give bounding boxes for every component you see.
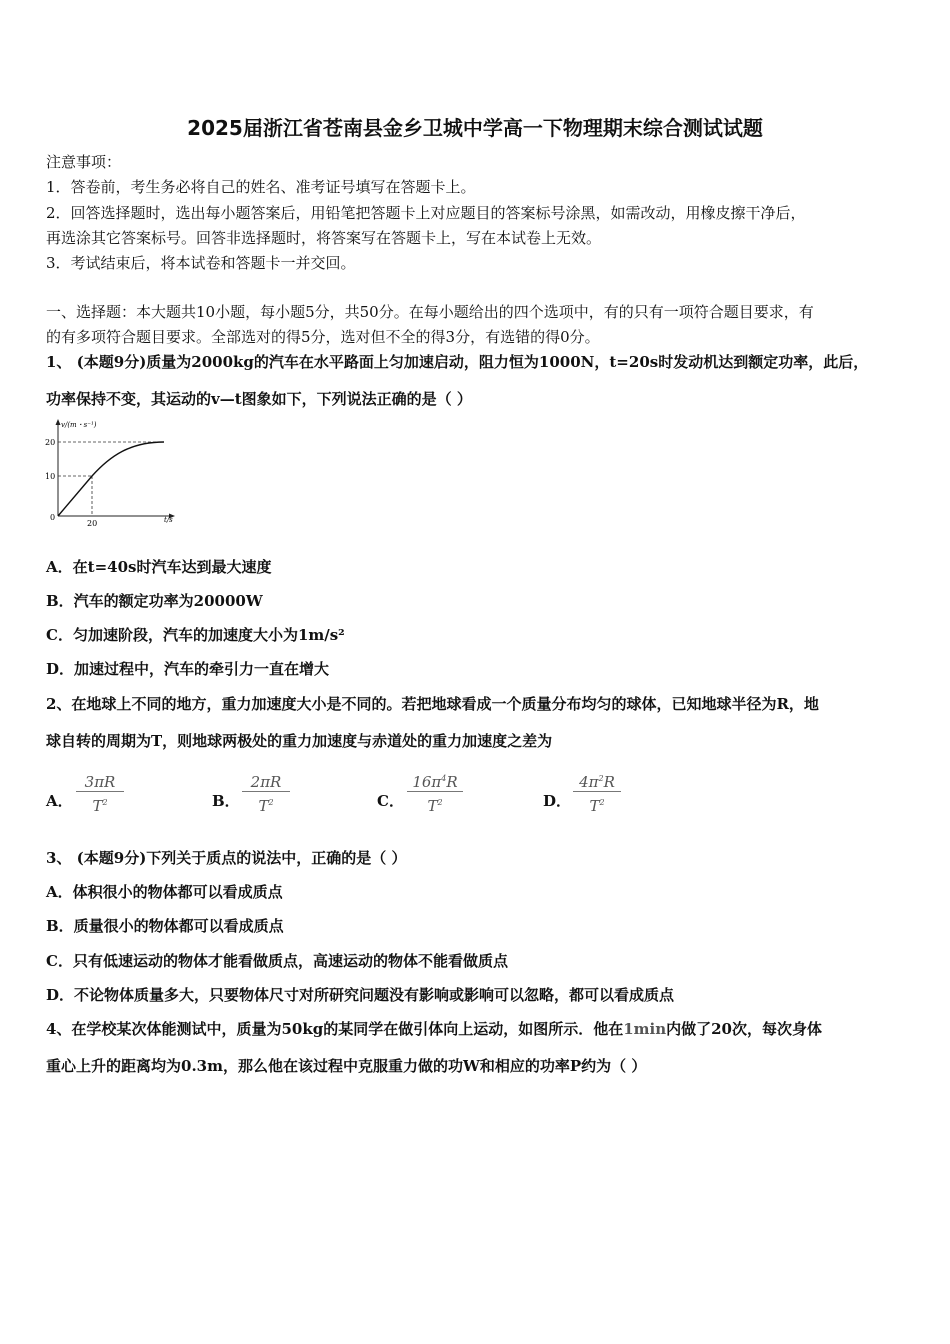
q2-option-c-label: C． <box>377 792 404 810</box>
q3-option-c: C．只有低速运动的物体才能看做质点，高速运动的物体不能看做质点 <box>46 952 508 970</box>
q1-option-c: C．匀加速阶段，汽车的加速度大小为1m/s² <box>46 626 345 644</box>
q3-option-d: D．不论物体质量多大，只要物体尺寸对所研究问题没有影响或影响可以忽略，都可以看成质点 <box>46 986 675 1004</box>
graph-ylabel: v/(m・s⁻¹) <box>61 421 97 429</box>
q2-b-coef: 2 <box>250 773 261 791</box>
q1-option-b: B．汽车的额定功率为20000W <box>46 592 263 610</box>
q2-a-coef: 3 <box>84 773 95 791</box>
q1-option-a: A．在t=40s时汽车达到最大速度 <box>46 558 272 576</box>
q2-c-coef: 16 <box>412 773 432 791</box>
q4-stem-post: 内做了20次，每次身体 <box>666 1020 822 1038</box>
notes-item-3: 3．考试结束后，将本试卷和答题卡一并交回。 <box>46 254 356 272</box>
q1-stem-line-1: 1、 (本题9分)质量为2000kg的汽车在水平路面上匀加速启动，阻力恒为1000N，t=20s时发动机达到额定功率，此后， <box>46 353 869 371</box>
q2-d-denpow: 2 <box>599 798 605 807</box>
q4-stem-line-2: 重心上升的距离均为0.3m，那么他在该过程中克服重力做的功W和相应的功率P约为（ ） <box>46 1057 647 1075</box>
q4-stem-pre: 4、在学校某次体能测试中，质量为50kg的某同学在做引体向上运动，如图所示．他在 <box>46 1020 624 1038</box>
section-intro-line-2: 的有多项符合题目要求。全部选对的得5分，选对但不全的得3分，有选错的得0分。 <box>46 328 600 346</box>
q2-option-a-label: A． <box>46 792 73 810</box>
q2-option-c-formula: $16\pi^4R$ $T^2$ <box>407 768 463 813</box>
y-axis-arrow <box>56 419 61 425</box>
q2-option-d-formula: $4\pi^2R$ $T^2$ <box>573 768 621 813</box>
q2-b-denpow: 2 <box>268 798 274 807</box>
q1-vt-graph <box>40 416 180 528</box>
q2-c-numpow: 4 <box>441 774 447 783</box>
notes-item-2b: 再选涂其它答案标号。回答非选择题时，将答案写在答题卡上，写在本试卷上无效。 <box>46 229 602 247</box>
page-title: 2025届浙江省苍南县金乡卫城中学高一下物理期末综合测试试题 <box>187 116 763 140</box>
graph-origin: 0 <box>50 513 56 522</box>
q2-c-denpow: 2 <box>437 798 443 807</box>
q3-option-a: A．体积很小的物体都可以看成质点 <box>46 883 283 901</box>
velocity-curve <box>58 442 164 516</box>
section-intro-line-1: 一、选择题：本大题共10小题，每小题5分，共50分。在每小题给出的四个选项中，有的只有一项符合题目要求，有 <box>46 303 814 321</box>
q1-option-d: D．加速过程中，汽车的牵引力一直在增大 <box>46 660 330 678</box>
q2-stem-line-1: 2、在地球上不同的地方，重力加速度大小是不同的。若把地球看成一个质量分布均匀的球体，已知地球半径为R，地 <box>46 695 819 713</box>
graph-xlabel: t/s <box>164 516 173 524</box>
q3-option-b: B．质量很小的物体都可以看成质点 <box>46 917 284 935</box>
q2-option-b-formula: 2πR $T^2$ <box>242 768 290 813</box>
q2-d-coef: 4 <box>579 773 589 791</box>
q2-a-denpow: 2 <box>102 798 108 807</box>
notes-heading: 注意事项： <box>46 153 122 171</box>
notes-item-1: 1．答卷前，考生务必将自己的姓名、准考证号填写在答题卡上。 <box>46 178 476 196</box>
graph-ytick-20: 20 <box>45 438 56 447</box>
notes-item-2a: 2．回答选择题时，选出每小题答案后，用铅笔把答题卡上对应题目的答案标号涂黑，如需改动，用橡皮擦干净后， <box>46 204 806 222</box>
q2-option-a-formula: 3πR $T^2$ <box>76 768 124 813</box>
q4-time-unit: 1min <box>623 1020 667 1038</box>
q2-d-numpow: 2 <box>598 774 604 783</box>
q2-option-b-label: B． <box>212 792 240 810</box>
q2-option-d-label: D． <box>543 792 572 810</box>
graph-xtick-20: 20 <box>87 519 98 528</box>
q4-stem-line-1 <box>46 1019 822 1039</box>
q1-stem-line-2: 功率保持不变，其运动的v—t图象如下，下列说法正确的是（ ） <box>46 390 472 408</box>
q2-stem-line-2: 球自转的周期为T，则地球两极处的重力加速度与赤道处的重力加速度之差为 <box>46 732 553 750</box>
graph-ytick-10: 10 <box>45 472 56 481</box>
q3-stem: 3、 (本题9分)下列关于质点的说法中，正确的是（ ） <box>46 849 407 867</box>
